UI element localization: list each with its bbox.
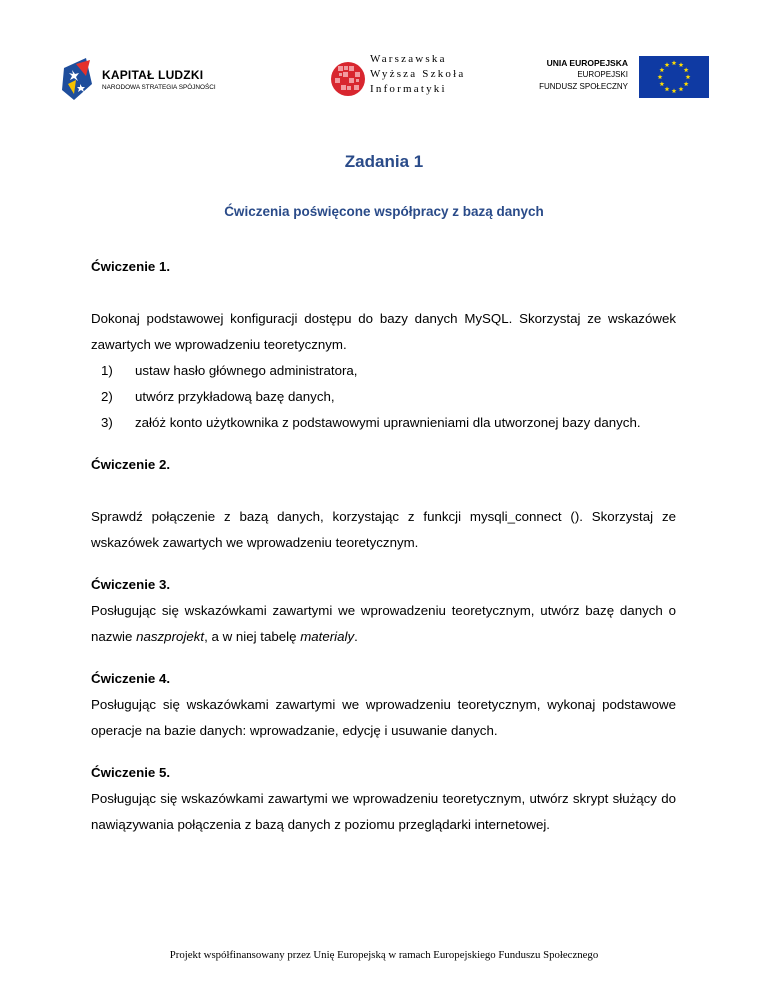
eu-star-icon xyxy=(665,62,670,67)
exercise-5-heading: Ćwiczenie 5. xyxy=(91,765,171,780)
table-name: materialy xyxy=(300,629,355,644)
unia-europejska-text xyxy=(539,57,628,93)
eu-flag-icon xyxy=(639,56,709,98)
eu-star-icon xyxy=(659,67,664,72)
eu-star-icon xyxy=(659,81,664,86)
kapital-ludzki-emblem-icon xyxy=(62,54,98,108)
list-item: 3) załóż konto użytkownika z podstawowymi uprawnieniami dla utworzonej bazy danych. xyxy=(101,415,641,430)
wwsi-emblem-icon xyxy=(330,58,366,100)
exercise-3-text: Posługując się wskazówkami zawartymi we wprowadzeniu teoretycznym, utwórz bazę danych o nazwie naszprojekt, a w niej tabelę materialy. xyxy=(91,603,676,644)
kapital-ludzki-title: KAPITAŁ LUDZKI xyxy=(102,68,204,82)
eu-star-icon xyxy=(679,62,684,67)
eu-star-icon xyxy=(679,87,684,92)
exercise-2-heading: Ćwiczenie 2. xyxy=(91,457,171,472)
page-subtitle: Ćwiczenia poświęcone współpracy z bazą danych xyxy=(224,204,544,219)
kapital-ludzki-logo xyxy=(62,54,222,108)
database-name: naszprojekt xyxy=(136,629,205,644)
exercise-1-text: Dokonaj podstawowej konfiguracji dostępu do bazy danych MySQL. Skorzystaj ze wskazówek zawartych we wprowadzeniu teoretycznym. xyxy=(91,311,676,352)
unia-europejska-logo xyxy=(534,54,714,110)
list-item: 2) utwórz przykładową bazę danych, xyxy=(101,389,335,404)
exercise-2-text: Sprawdź połączenie z bazą danych, korzystając z funkcji mysqli_connect (). Skorzystaj ze wskazówek zawartych we wprowadzeniu teoretycznym. xyxy=(91,509,676,550)
eu-star-icon xyxy=(672,88,677,93)
eu-star-icon xyxy=(665,87,670,92)
eu-star-icon xyxy=(672,60,677,65)
eu-stars-icon xyxy=(639,56,709,98)
kapital-ludzki-subtitle: NARODOWA STRATEGIA SPÓJNOŚCI xyxy=(102,84,216,91)
page-title: Zadania 1 xyxy=(344,152,424,171)
page-header xyxy=(0,40,768,120)
ue-line-2: EUROPEJSKI xyxy=(577,70,628,79)
exercise-4-heading: Ćwiczenie 4. xyxy=(91,671,171,686)
wwsi-line-2: Wyższa Szkoła xyxy=(370,68,466,80)
wwsi-line-3: Informatyki xyxy=(370,83,447,95)
exercise-1-heading: Ćwiczenie 1. xyxy=(91,259,171,274)
wwsi-name xyxy=(370,52,465,97)
exercise-3-heading: Ćwiczenie 3. xyxy=(91,577,171,592)
wwsi-line-1: Warszawska xyxy=(370,53,447,65)
eu-star-icon xyxy=(686,74,691,79)
wwsi-logo xyxy=(330,50,490,110)
exercise-4-text: Posługując się wskazówkami zawartymi we wprowadzeniu teoretycznym, wykonaj podstawowe operacje na bazie danych: wprowadzanie, edycję i usuwanie danych. xyxy=(91,697,676,738)
eu-star-icon xyxy=(658,74,663,79)
exercise-1-steps xyxy=(91,358,676,436)
document-body xyxy=(91,254,676,838)
list-item: 1) ustaw hasło głównego administratora, xyxy=(101,363,358,378)
ue-line-3: FUNDUSZ SPOŁECZNY xyxy=(539,82,628,91)
page-footer: Projekt współfinansowany przez Unię Europejską w ramach Europejskiego Funduszu Społecznego xyxy=(169,949,599,961)
eu-star-icon xyxy=(684,81,689,86)
exercise-5-text: Posługując się wskazówkami zawartymi we wprowadzeniu teoretycznym, utwórz skrypt służący do nawiązywania połączenia z bazą danych z poziomu przeglądarki internetowej. xyxy=(91,791,676,832)
eu-star-icon xyxy=(684,67,689,72)
ue-line-1: UNIA EUROPEJSKA xyxy=(546,58,628,68)
